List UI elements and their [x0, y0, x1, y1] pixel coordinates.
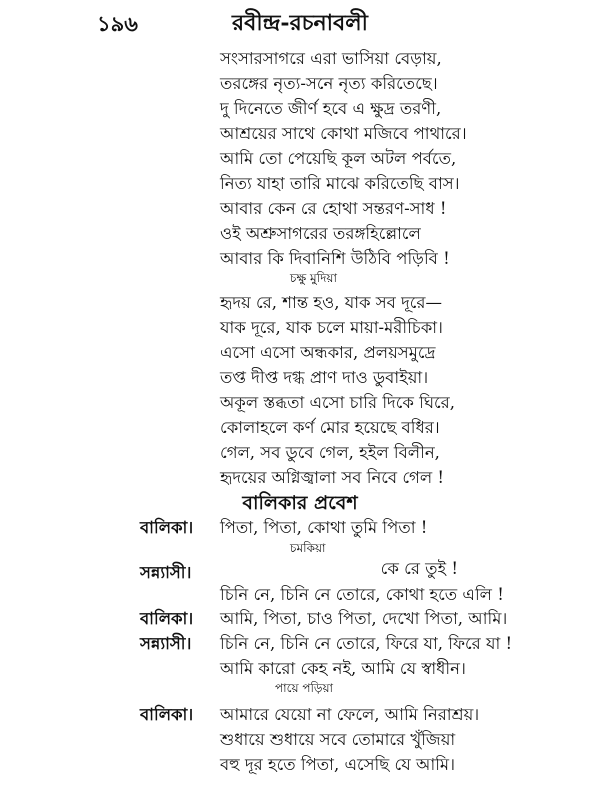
verse-line: হৃদয়ের অগ্নিজ্বালা সব নিবে গেল ! [220, 468, 445, 487]
speech-line: শুধায়ে শুধায়ে সবে তোমারে খুঁজিয়া [220, 730, 456, 749]
verse-line: এসো এসো অন্ধকার, প্রলয়সমুদ্রে [220, 343, 436, 362]
speech-line: পিতা, পিতা, কোথা তুমি পিতা ! [220, 518, 428, 537]
speech-line: আমি, পিতা, চাও পিতা, দেখো পিতা, আমি। [220, 609, 508, 628]
verse-line: তপ্ত দীপ্ত দগ্ধ প্রাণ দাও ডুবাইয়া। [220, 368, 429, 387]
stage-direction: চমকিয়া [290, 541, 326, 555]
verse-line: আমি তো পেয়েছি কূল অটল পর্বতে, [220, 149, 457, 168]
speech-line: বহু দূর হতে পিতা, এসেছি যে আমি। [220, 755, 455, 774]
verse-line: আবার কেন রে হোথা সন্তরণ-সাধ ! [220, 199, 447, 218]
speech-line: চিনি নে, চিনি নে তোরে, ফিরে যা, ফিরে যা ! [220, 634, 513, 653]
verse-line: হৃদয় রে, শান্ত হও, যাক সব দূরে— [220, 293, 442, 312]
speaker-label: সন্ন্যাসী। [140, 563, 192, 582]
speech-line: আমারে যেয়ো না ফেলে, আমি নিরাশ্রয়। [220, 705, 480, 724]
verse-line: তরঙ্গের নৃত্য-সনে নৃত্য করিতেছে। [220, 74, 438, 93]
verse-line: ওই অশ্রুসাগরের তরঙ্গহিল্লোলে [220, 224, 421, 243]
verse-line: আবার কি দিবানিশি উঠিবি পড়িবি ! [220, 249, 450, 268]
speaker-label: সন্ন্যাসী। [140, 634, 192, 653]
verse-line: নিত্য যাহা তারি মাঝে করিতেছি বাস। [220, 174, 460, 193]
speaker-label: বালিকা। [140, 609, 194, 628]
speech-line: আমি কারো কেহ নই, আমি যে স্বাধীন। [220, 659, 466, 678]
speaker-label: বালিকা। [140, 705, 194, 724]
verse-line: যাক দূরে, যাক চলে মায়া-মরীচিকা। [220, 318, 443, 337]
running-title: রবীন্দ্র-রচনাবলী [232, 10, 368, 36]
page-number: ১৯৬ [97, 11, 138, 36]
speaker-label: বালিকা। [140, 518, 194, 537]
scene-heading: বালিকার প্রবেশ [242, 492, 358, 514]
verse-line: কোলাহলে কর্ণ মোর হয়েছে বধির। [220, 418, 440, 437]
speech-line: কে রে তুই ! [380, 559, 458, 578]
verse-line: সংসারসাগরে এরা ভাসিয়া বেড়ায়, [220, 49, 442, 68]
verse-line: দু দিনেতে জীর্ণ হবে এ ক্ষুদ্র তরণী, [220, 99, 442, 118]
verse-line: অকূল স্তব্ধতা এসো চারি দিকে ঘিরে, [220, 393, 456, 412]
stage-direction: চক্ষু মুদিয়া [290, 271, 337, 285]
speech-line: চিনি নে, চিনি নে তোরে, কোথা হতে এলি ! [220, 585, 504, 604]
stage-direction: পায়ে পড়িয়া [275, 681, 334, 695]
verse-line: আশ্রয়ের সাথে কোথা মজিবে পাথারে। [220, 124, 467, 143]
verse-line: গেল, সব ডুবে গেল, হইল বিলীন, [220, 443, 440, 462]
